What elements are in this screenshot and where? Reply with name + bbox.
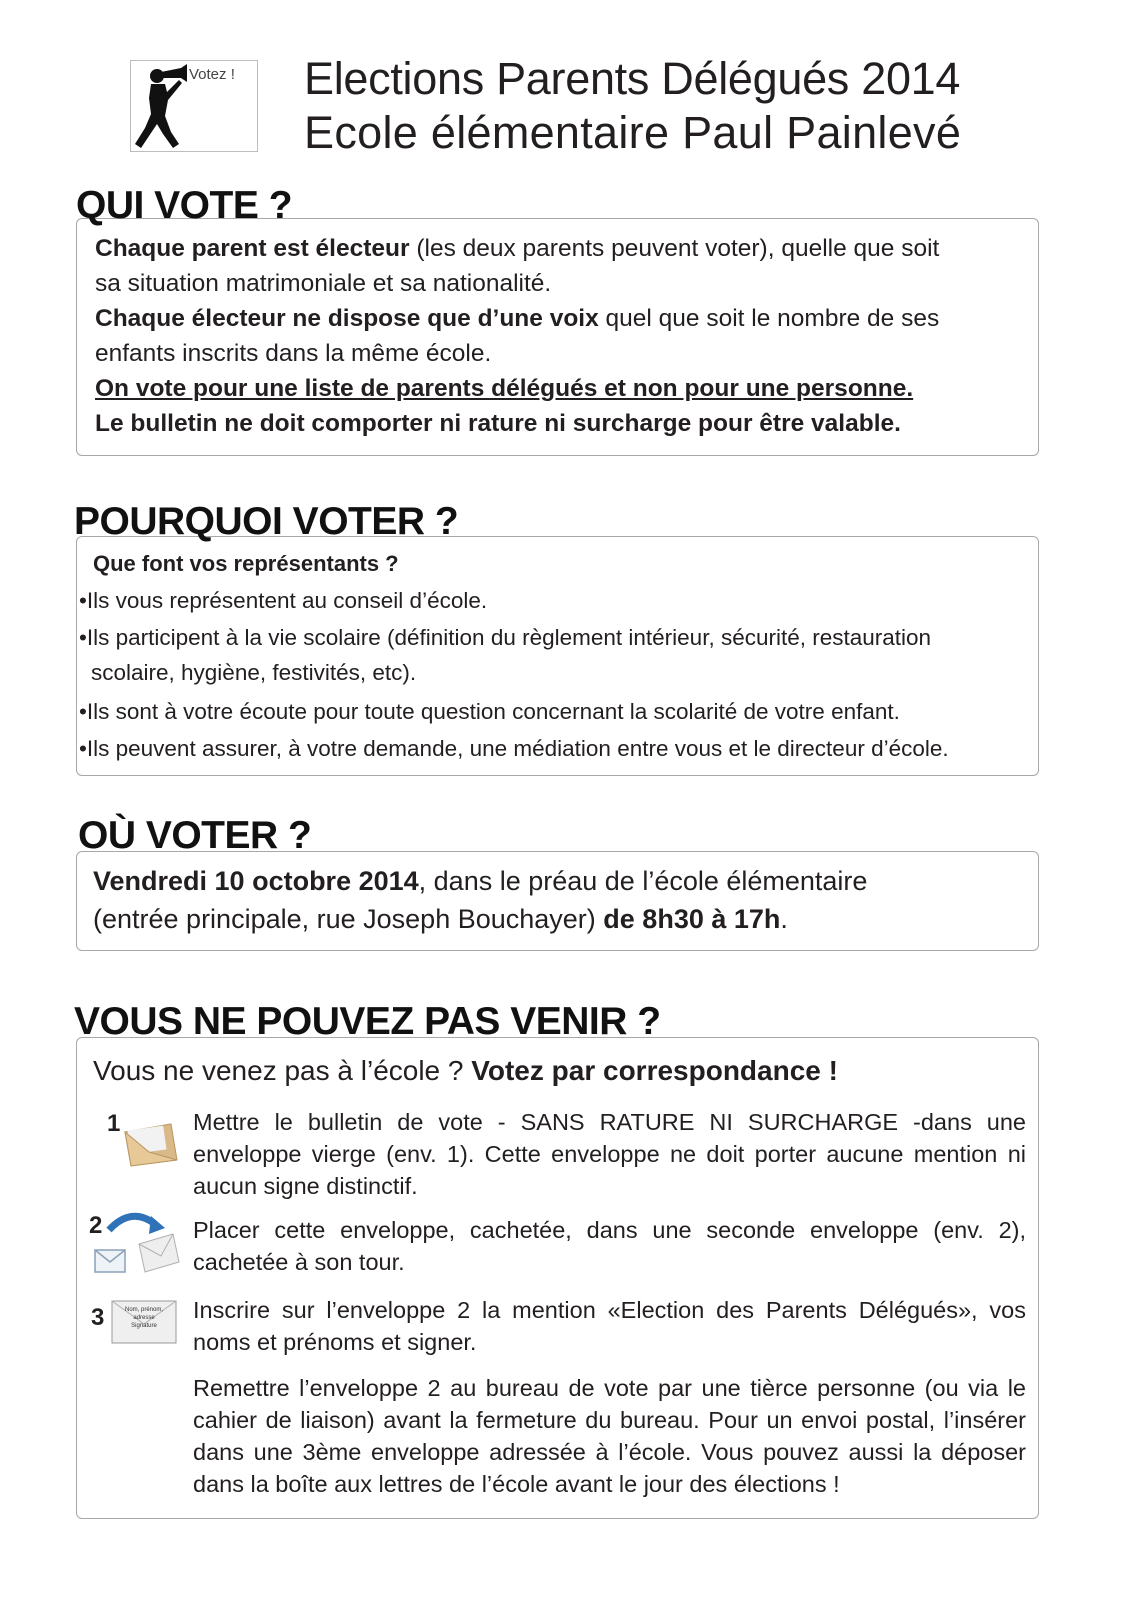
open-envelope-icon [119, 1114, 181, 1170]
heading-qui-vote: QUI VOTE ? [76, 184, 293, 227]
qui-vote-line-2: sa situation matrimoniale et sa nationalité. [95, 270, 552, 297]
qui-vote-box [76, 218, 1039, 456]
heading-pourquoi-voter: POURQUOI VOTER ? [74, 500, 459, 543]
step-3-text: Inscrire sur l’enveloppe 2 la mention «Election des Parents Délégués», vos noms et prénoms et signer. [193, 1297, 1026, 1355]
pourquoi-bullet-3: •Ils sont à votre écoute pour toute question concernant la scolarité de votre enfant. [79, 699, 900, 724]
step-2-number: 2 [89, 1212, 103, 1239]
pourquoi-bullet-2-cont: scolaire, hygiène, festivités, etc). [91, 660, 417, 685]
venir-box [76, 1037, 1039, 1519]
step-1-text: Mettre le bulletin de vote - SANS RATURE NI SURCHARGE -dans une enveloppe vierge (env. 1). Cette enveloppe ne doit porter aucune mention ni aucun signe distinctif. [193, 1109, 1026, 1199]
pourquoi-bullet-2: •Ils participent à la vie scolaire (définition du règlement intérieur, sécurité, restauration [79, 625, 932, 650]
heading-vous-ne-pouvez-pas-venir: VOUS NE POUVEZ PAS VENIR ? [74, 1000, 661, 1043]
logo [130, 60, 258, 152]
pourquoi-bullet-1: •Ils vous représentent au conseil d’école. [79, 588, 488, 613]
qui-vote-line-1: Chaque parent est électeur (les deux parents peuvent voter), quelle que soit [95, 235, 940, 262]
envelope-label: Nom, prénom, adresse Signature [125, 1307, 164, 1329]
pourquoi-box [76, 536, 1039, 776]
pourquoi-bullet-4: •Ils peuvent assurer, à votre demande, une médiation entre vous et le directeur d’école. [79, 736, 949, 761]
final-instructions: Remettre l’enveloppe 2 au bureau de vote par une tièrce personne (ou via le cahier de liaison) avant la fermeture du bureau. Pour un envoi postal, l’insérer dans une 3ème enveloppe adressée à l’école. Vous pouvez aussi la déposer dans la boîte aux lettres de l’école avant le jour des élections ! [193, 1375, 1026, 1497]
ou-voter-line-2: (entrée principale, rue Joseph Bouchayer) de 8h30 à 17h. [93, 904, 788, 934]
venir-intro: Vous ne venez pas à l’école ? Votez par correspondance ! [93, 1055, 838, 1086]
envelope-insert-icon [91, 1210, 183, 1278]
title-line-2: Ecole élémentaire Paul Painlevé [304, 107, 962, 158]
ou-voter-line-1: Vendredi 10 octobre 2014, dans le préau de l’école élémentaire [93, 866, 868, 896]
title-line-1: Elections Parents Délégués 2014 [304, 53, 961, 104]
trumpeter-silhouette-icon [135, 64, 195, 150]
qui-vote-line-3: Chaque électeur ne dispose que d’une voix quel que soit le nombre de ses [95, 305, 940, 332]
heading-ou-voter: OÙ VOTER ? [78, 814, 312, 857]
ou-voter-box [76, 851, 1039, 951]
step-1-number: 1 [107, 1110, 121, 1137]
qui-vote-line-6: Le bulletin ne doit comporter ni rature ni surcharge pour être valable. [95, 410, 901, 437]
addressed-envelope-icon [111, 1300, 177, 1344]
step-2-text: Placer cette enveloppe, cachetée, dans une seconde enveloppe (env. 2), cachetée à son tour. [193, 1217, 1026, 1275]
qui-vote-line-5: On vote pour une liste de parents délégués et non pour une personne. [95, 375, 914, 402]
logo-text: Votez ! [189, 66, 235, 83]
qui-vote-line-4: enfants inscrits dans la même école. [95, 340, 492, 367]
pourquoi-subheading: Que font vos représentants ? [93, 551, 399, 576]
step-3-number: 3 [91, 1304, 105, 1331]
